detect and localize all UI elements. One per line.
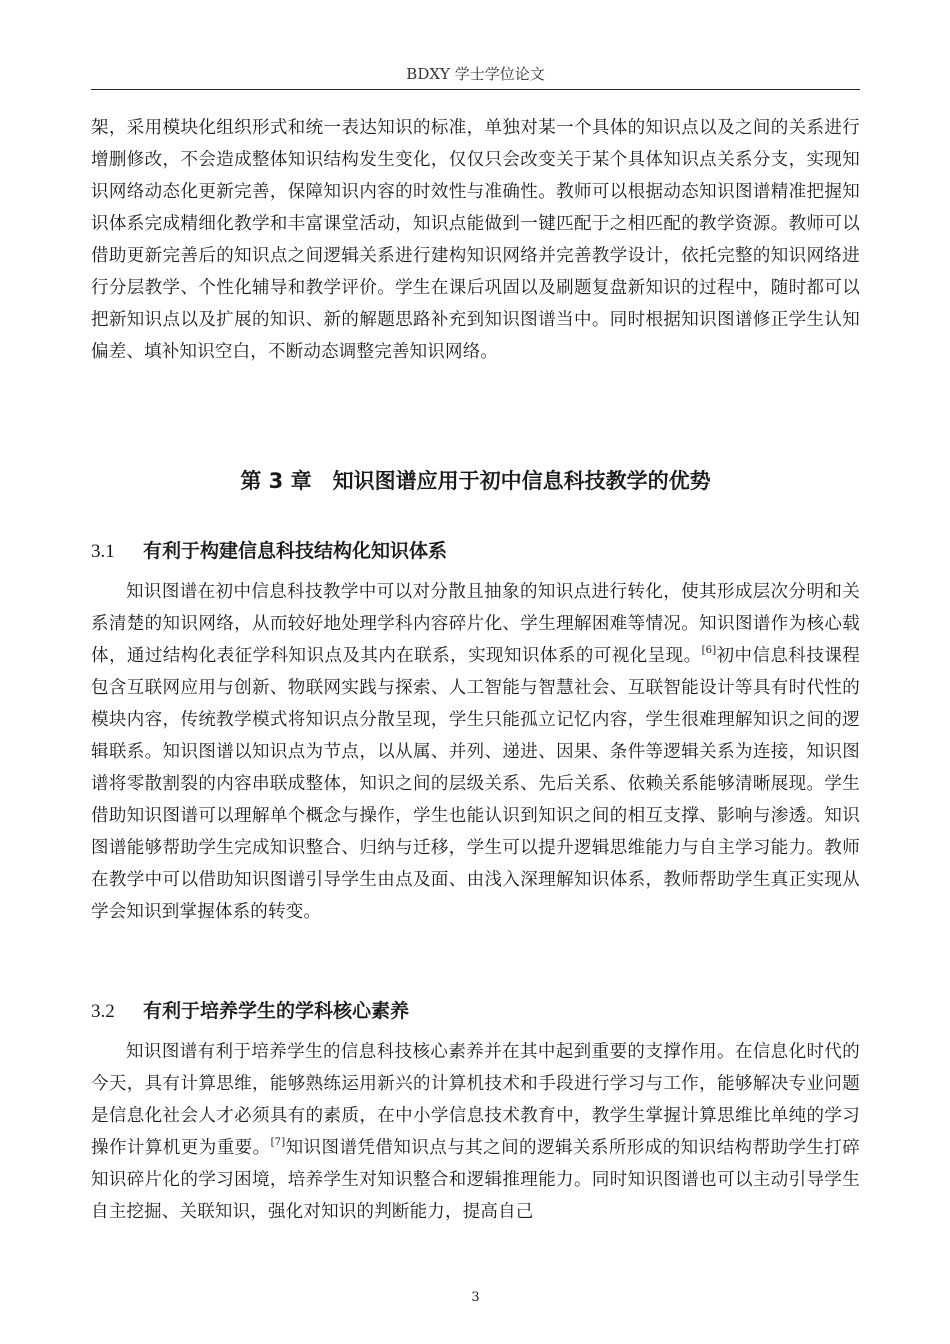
section-3-1-paragraph bbox=[91, 576, 860, 928]
page-number: 3 bbox=[471, 1290, 480, 1305]
paragraph-text: 知识图谱在初中信息科技教学中可以对分散且抽象的知识点进行转化，使其形成层次分明和关系清楚的知识网络，从而较好地处理学科内容碎片化、学生理解困难等情况。知识图谱作为核心载体，通过结构化表征学科知识点及其内在联系，实现知识体系的可视化呈现。 bbox=[91, 582, 860, 666]
chapter-title: 第 3 章 知识图谱应用于初中信息科技教学的优势 bbox=[240, 469, 711, 493]
citation-reference[interactable]: [6] bbox=[701, 645, 717, 656]
paragraph-text: 初中信息科技课程包含互联网应用与创新、物联网实践与探索、人工智能与智慧社会、互联智能设计等具有时代性的模块内容，传统教学模式将知识点分散呈现，学生只能孤立记忆内容，学生很难理解知识之间的逻辑联系。知识图谱以知识点为节点，以从属、并列、递进、因果、条件等逻辑关系为连接，知识图谱将零散割裂的内容串联成整体，知识之间的层级关系、先后关系、依赖关系能够清晰展现。学生借助知识图谱可以理解单个概念与操作，学生也能认识到知识之间的相互支撑、影响与渗透。知识图谱能够帮助学生完成知识整合、归纳与迁移，学生可以提升逻辑思维能力与自主学习能力。教师在教学中可以借助知识图谱引导学生由点及面、由浅入深理解知识体系，教师帮助学生真正实现从学会知识到掌握体系的转变。 bbox=[91, 646, 860, 922]
running-header: BDXY 学士学位论文 bbox=[406, 65, 545, 83]
section-3-2-paragraph bbox=[91, 1036, 860, 1228]
section-3-1-heading bbox=[91, 537, 860, 566]
paragraph-text: 知识图谱凭借知识点与其之间的逻辑关系所形成的知识结构帮助学生打碎知识碎片化的学习困境，培养学生对知识整合和逻辑推理能力。同时知识图谱也可以主动引导学生自主挖掘、关联知识，强化对知识的判断能力，提高自己 bbox=[91, 1138, 860, 1222]
citation-reference[interactable]: [7] bbox=[270, 1137, 286, 1148]
section-title-text: 有利于构建信息科技结构化知识体系 bbox=[143, 540, 448, 562]
section-number: 3.1 bbox=[91, 541, 115, 562]
paragraph-text: 知识图谱有利于培养学生的信息科技核心素养并在其中起到重要的支撑作用。在信息化时代的今天，具有计算思维，能够熟练运用新兴的计算机技术和手段进行学习与工作，能够解决专业问题是信息化社会人才必须具有的素质，在中小学信息技术教育中，教学生掌握计算思维比单纯的学习操作计算机更为重要。 bbox=[91, 1042, 860, 1158]
section-3-2-heading bbox=[91, 997, 860, 1026]
header-rule bbox=[91, 89, 860, 90]
section-title-text: 有利于培养学生的学科核心素养 bbox=[143, 1000, 410, 1022]
paragraph-continuation: 架，采用模块化组织形式和统一表达知识的标准，单独对某一个具体的知识点以及之间的关系进行增删修改，不会造成整体知识结构发生变化，仅仅只会改变关于某个具体知识点关系分支，实现知识网络动态化更新完善，保障知识内容的时效性与准确性。教师可以根据动态知识图谱精准把握知识体系完成精细化教学和丰富课堂活动，知识点能做到一键匹配于之相匹配的教学资源。教师可以借助更新完善后的知识点之间逻辑关系进行建构知识网络并完善教学设计，依托完整的知识网络进行分层教学、个性化辅导和教学评价。学生在课后巩固以及刷题复盘新知识的过程中，随时都可以把新知识点以及扩展的知识、新的解题思路补充到知识图谱当中。同时根据知识图谱修正学生认知偏差、填补知识空白，不断动态调整完善知识网络。 bbox=[91, 118, 860, 362]
section-number: 3.2 bbox=[91, 1001, 115, 1022]
